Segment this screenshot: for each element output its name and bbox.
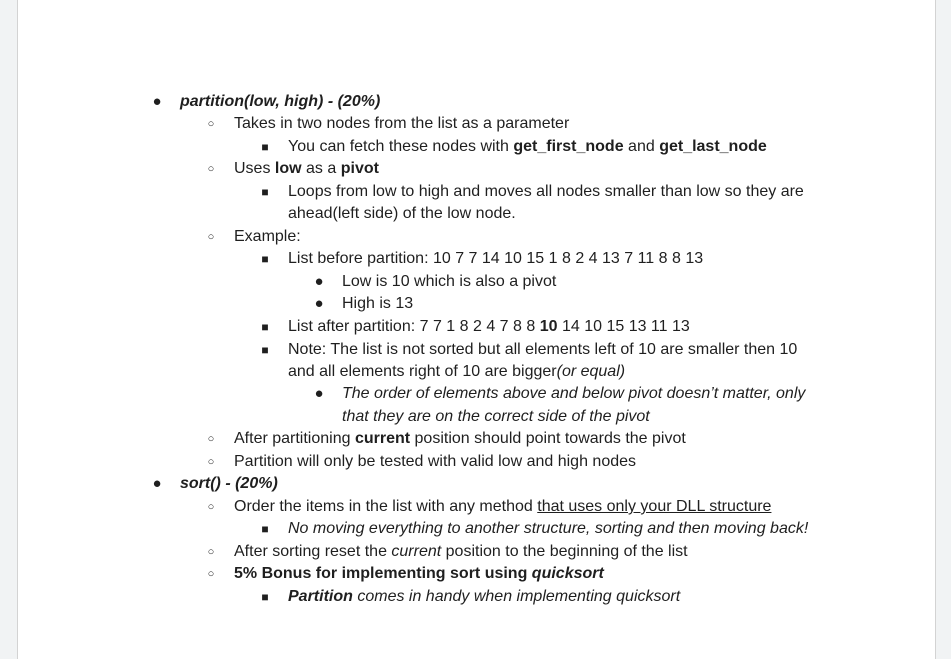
- italic-run: No moving everything to another structure, sorting and then moving back!: [288, 520, 809, 537]
- bullet-disc-icon: ●: [152, 475, 162, 492]
- bold-italic-run: Partition: [288, 588, 353, 605]
- bullet-circle-icon: ○: [207, 433, 215, 445]
- bullet-square-icon: ■: [261, 140, 269, 154]
- bold-italic-run: quicksort: [531, 565, 604, 582]
- bold-term: current: [354, 430, 411, 447]
- list-item-text: Note: The list is not sorted but all elements left of 10 are smaller then 10: [288, 341, 798, 358]
- italic-run: comes in handy when implementing quicksort: [352, 588, 681, 605]
- list-item: [18, 293, 935, 315]
- bullet-circle-icon: ○: [207, 546, 215, 558]
- list-item-text: List before partition: 10 7 7 14 10 15 1 8 2 4 13 7 11 8 8 13: [288, 250, 704, 267]
- bullet-circle-icon: ○: [207, 163, 215, 175]
- bullet-square-icon: ■: [261, 522, 269, 536]
- bullet-circle-icon: ○: [207, 456, 215, 468]
- text-run: Uses: [234, 160, 275, 177]
- list-item: [18, 271, 935, 293]
- list-item: [18, 428, 935, 450]
- bullet-disc-icon: ●: [314, 273, 324, 290]
- list-item: [18, 541, 935, 563]
- bullet-circle-icon: ○: [207, 501, 215, 513]
- bullet-square-icon: ■: [261, 252, 269, 266]
- text-run: After sorting reset the: [234, 543, 392, 560]
- list-item: [18, 136, 935, 158]
- list-item-text: High is 13: [342, 295, 414, 312]
- text-run: Order the items in the list with any method: [234, 498, 538, 515]
- bullet-disc-icon: ●: [152, 93, 162, 110]
- list-item: [18, 226, 935, 248]
- text-run: List after partition: 7 7 1 8 2 4 7 8 8: [288, 318, 540, 335]
- italic-run: that they are on the correct side of the pivot: [342, 408, 650, 425]
- list-item: [18, 518, 935, 540]
- sort-heading: sort() - (20%): [180, 475, 278, 492]
- list-item: [18, 496, 935, 518]
- bullet-square-icon: ■: [261, 590, 269, 604]
- list-item-continuation: [18, 361, 935, 383]
- sort-heading-item: [18, 473, 935, 495]
- bullet-disc-icon: ●: [314, 295, 324, 312]
- bullet-square-icon: ■: [261, 343, 269, 357]
- bullet-square-icon: ■: [261, 320, 269, 334]
- text-run: After partitioning: [234, 430, 355, 447]
- list-item: [18, 563, 935, 585]
- list-item: [18, 181, 935, 203]
- list-item-text: ahead(left side) of the low node.: [288, 205, 516, 222]
- bullet-square-icon: ■: [261, 185, 269, 199]
- list-item: [18, 451, 935, 473]
- list-item: [18, 586, 935, 608]
- list-item-text: Low is 10 which is also a pivot: [342, 273, 557, 290]
- list-item: [18, 383, 935, 405]
- list-item-text: Example:: [234, 228, 301, 245]
- code-term: get_last_node: [659, 138, 767, 155]
- list-item-text: Takes in two nodes from the list as a parameter: [234, 115, 570, 132]
- list-item: [18, 316, 935, 338]
- partition-heading: partition(low, high) - (20%): [180, 93, 381, 110]
- partition-heading-item: [18, 91, 935, 113]
- list-item-continuation: [18, 203, 935, 225]
- pivot-value: 10: [539, 318, 558, 335]
- text-run: position should point towards the pivot: [410, 430, 686, 447]
- text-run: position to the beginning of the list: [441, 543, 688, 560]
- bullet-circle-icon: ○: [207, 118, 215, 130]
- list-item-text: Loops from low to high and moves all nodes smaller than low so they are: [288, 183, 804, 200]
- bold-term: pivot: [340, 160, 379, 177]
- text-run: as a: [301, 160, 341, 177]
- list-item: [18, 248, 935, 270]
- italic-run: current: [391, 543, 442, 560]
- list-item-text: Partition will only be tested with valid low and high nodes: [234, 453, 637, 470]
- code-term: get_first_node: [513, 138, 624, 155]
- text-run: You can fetch these nodes with: [288, 138, 514, 155]
- text-run: 14 10 15 13 11 13: [557, 318, 690, 335]
- list-item-continuation: [18, 406, 935, 428]
- underlined-run: that uses only your DLL structure: [537, 498, 772, 515]
- list-item: [18, 158, 935, 180]
- bullet-circle-icon: ○: [207, 231, 215, 243]
- text-run: and all elements right of 10 are bigger: [288, 363, 557, 380]
- bold-term: low: [274, 160, 302, 177]
- bold-run: 5% Bonus for implementing sort using: [234, 565, 532, 582]
- bullet-disc-icon: ●: [314, 385, 324, 402]
- italic-run: The order of elements above and below pivot doesn’t matter, only: [342, 385, 806, 402]
- list-item: [18, 113, 935, 135]
- document-page: [17, 0, 936, 659]
- text-run: and: [623, 138, 660, 155]
- italic-run: (or equal): [556, 363, 626, 380]
- list-item: [18, 339, 935, 361]
- bullet-circle-icon: ○: [207, 568, 215, 580]
